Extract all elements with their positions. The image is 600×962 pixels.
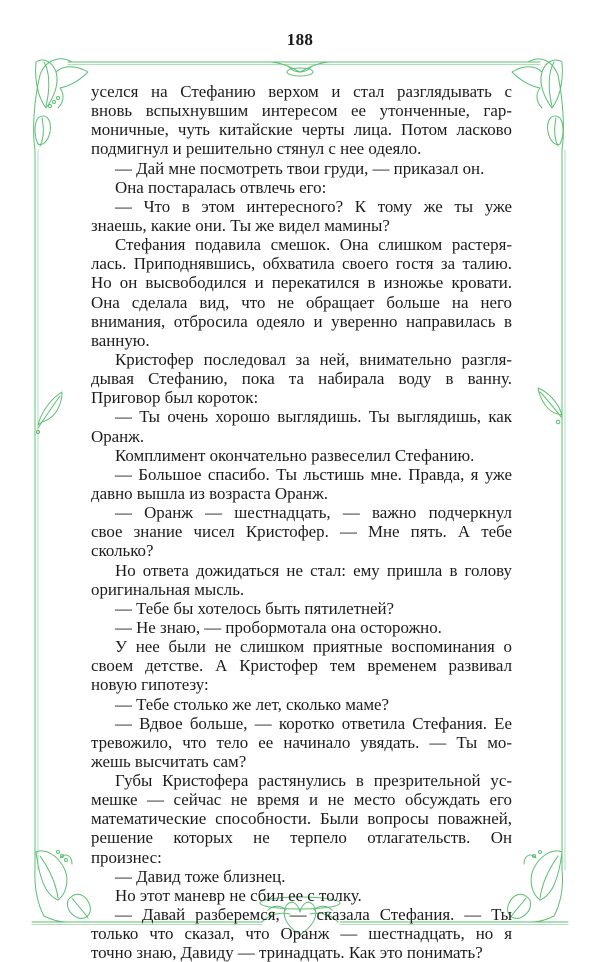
- text-line: математические способности. Были вопросы поважней,: [91, 809, 512, 829]
- left-border-line: [35, 150, 38, 870]
- paragraph: [91, 159, 512, 178]
- text-line: моничные, чуть китайские черты лица. Потом ласково: [91, 120, 512, 140]
- paragraph: [91, 886, 512, 905]
- left-side-leaf: [37, 392, 63, 434]
- text-line: — Дай мне посмотреть твои груди, — приказал он.: [115, 158, 485, 178]
- right-border-line: [562, 150, 565, 870]
- paragraph: [91, 503, 512, 560]
- text-line: жешь высчитать сам?: [91, 751, 247, 771]
- paragraph: [91, 561, 512, 599]
- paragraph: [91, 771, 512, 867]
- paragraph: [91, 197, 512, 235]
- text-line: ванную.: [91, 330, 150, 350]
- top-knot-ornament: [268, 62, 332, 76]
- text-line: — Не знаю, — пробормотала она осторожно.: [115, 617, 442, 637]
- text-line: Оранж.: [91, 426, 145, 446]
- top-left-floral-corner: [34, 59, 88, 150]
- top-right-floral-corner: [512, 59, 563, 150]
- text-line: — Вдвое больше, — коротко ответила Стефания. Ее: [115, 713, 512, 733]
- paragraph: [91, 407, 512, 445]
- text-line: — Давид тоже близнец.: [115, 866, 286, 886]
- text-line: подмигнул и решительно стянул с нее одеяло.: [91, 139, 422, 159]
- text-line: только что сказал, что Оранж — шестнадцать, но я: [91, 924, 512, 944]
- text-line: Комплимент окончательно развеселил Стефанию.: [115, 445, 475, 465]
- text-line: произнес:: [91, 847, 162, 867]
- text-line: — Тебе столько же лет, сколько маме?: [115, 694, 390, 714]
- text-line: — Ты очень хорошо выглядишь. Ты выглядишь, как: [115, 407, 512, 427]
- text-line: дывая Стефанию, пока та набирала воду в ванну.: [91, 369, 512, 389]
- text-line: своем детстве. А Кристофер тем временем развивал: [91, 656, 512, 676]
- paragraph: [91, 867, 512, 886]
- text-line: точно знаю, Давиду — тринадцать. Как это понимать?: [91, 943, 483, 962]
- paragraph: [91, 637, 512, 694]
- text-line: тревожило, что тело ее начинало увядать. — Ты мо-: [91, 732, 512, 752]
- text-line: уселся на Стефанию верхом и стал разглядывать с: [91, 82, 512, 101]
- text-line: Кристофер последовал за ней, внимательно разгля-: [115, 349, 512, 369]
- text-line: Приговор был короток:: [91, 388, 259, 408]
- text-line: — Давай разберемся, — сказала Стефания. — Ты: [115, 905, 512, 925]
- paragraph: [91, 465, 512, 503]
- text-line: — Что в этом интересного? К тому же ты уже: [115, 196, 512, 216]
- paragraph: [91, 235, 512, 350]
- text-line: решение которых не терпело отлагательств. Он: [91, 828, 512, 848]
- paragraph: [91, 82, 512, 159]
- paragraph: [91, 695, 512, 714]
- text-line: Но он высвободился и перекатился в изножье кровати.: [91, 273, 512, 293]
- text-line: сколько?: [91, 541, 154, 561]
- text-line: новую гипотезу:: [91, 675, 209, 695]
- text-line: — Оранж — шестнадцать, — важно подчеркнул: [115, 503, 512, 523]
- paragraph: [91, 905, 512, 962]
- text-line: свое знание чисел Кристофер. — Мне пять. А тебе: [91, 522, 512, 542]
- paragraph: [91, 599, 512, 618]
- text-line: знаешь, какие они. Ты же видел мамины?: [91, 215, 390, 235]
- bottom-right-floral-corner: [508, 851, 563, 923]
- text-line: Она постаралась отвлечь его:: [115, 177, 327, 197]
- paragraph: [91, 714, 512, 771]
- text-line: Но ответа дожидаться не стал: ему пришла в голову: [115, 560, 512, 580]
- text-line: давно вышла из возраста Оранж.: [91, 483, 328, 503]
- text-line: Стефания подавила смешок. Она слишком растеря-: [115, 235, 512, 255]
- right-side-leaf: [538, 388, 562, 424]
- text-line: Но этот маневр не сбил ее с толку.: [115, 885, 362, 905]
- paragraph: [91, 618, 512, 637]
- text-line: оригинальная мысль.: [91, 579, 245, 599]
- text-line: внимания, отбросила одеяло и уверенно направилась в: [91, 311, 512, 331]
- body-text: [91, 82, 512, 962]
- page-number: 188: [286, 30, 314, 49]
- paragraph: [91, 350, 512, 407]
- text-line: вновь вспыхнувшим интересом ее утонченные, гар-: [91, 101, 512, 121]
- text-line: лась. Приподнявшись, обхватила своего гостя за талию.: [91, 254, 512, 274]
- bottom-left-floral-corner: [35, 851, 91, 923]
- text-line: У нее были не слишком приятные воспоминания о: [115, 637, 512, 657]
- text-line: — Большое спасибо. Ты льстишь мне. Правда, я уже: [115, 464, 512, 484]
- text-line: — Тебе бы хотелось быть пятилетней?: [115, 598, 395, 618]
- text-line: Она сделала вид, что не обращает больше на него: [91, 292, 512, 312]
- paragraph: [91, 446, 512, 465]
- text-line: Губы Кристофера растянулись в презрительной ус-: [115, 771, 512, 791]
- text-line: мешке — сейчас не время и не место обсуждать его: [91, 790, 512, 810]
- paragraph: [91, 178, 512, 197]
- top-border-line: [68, 62, 540, 65]
